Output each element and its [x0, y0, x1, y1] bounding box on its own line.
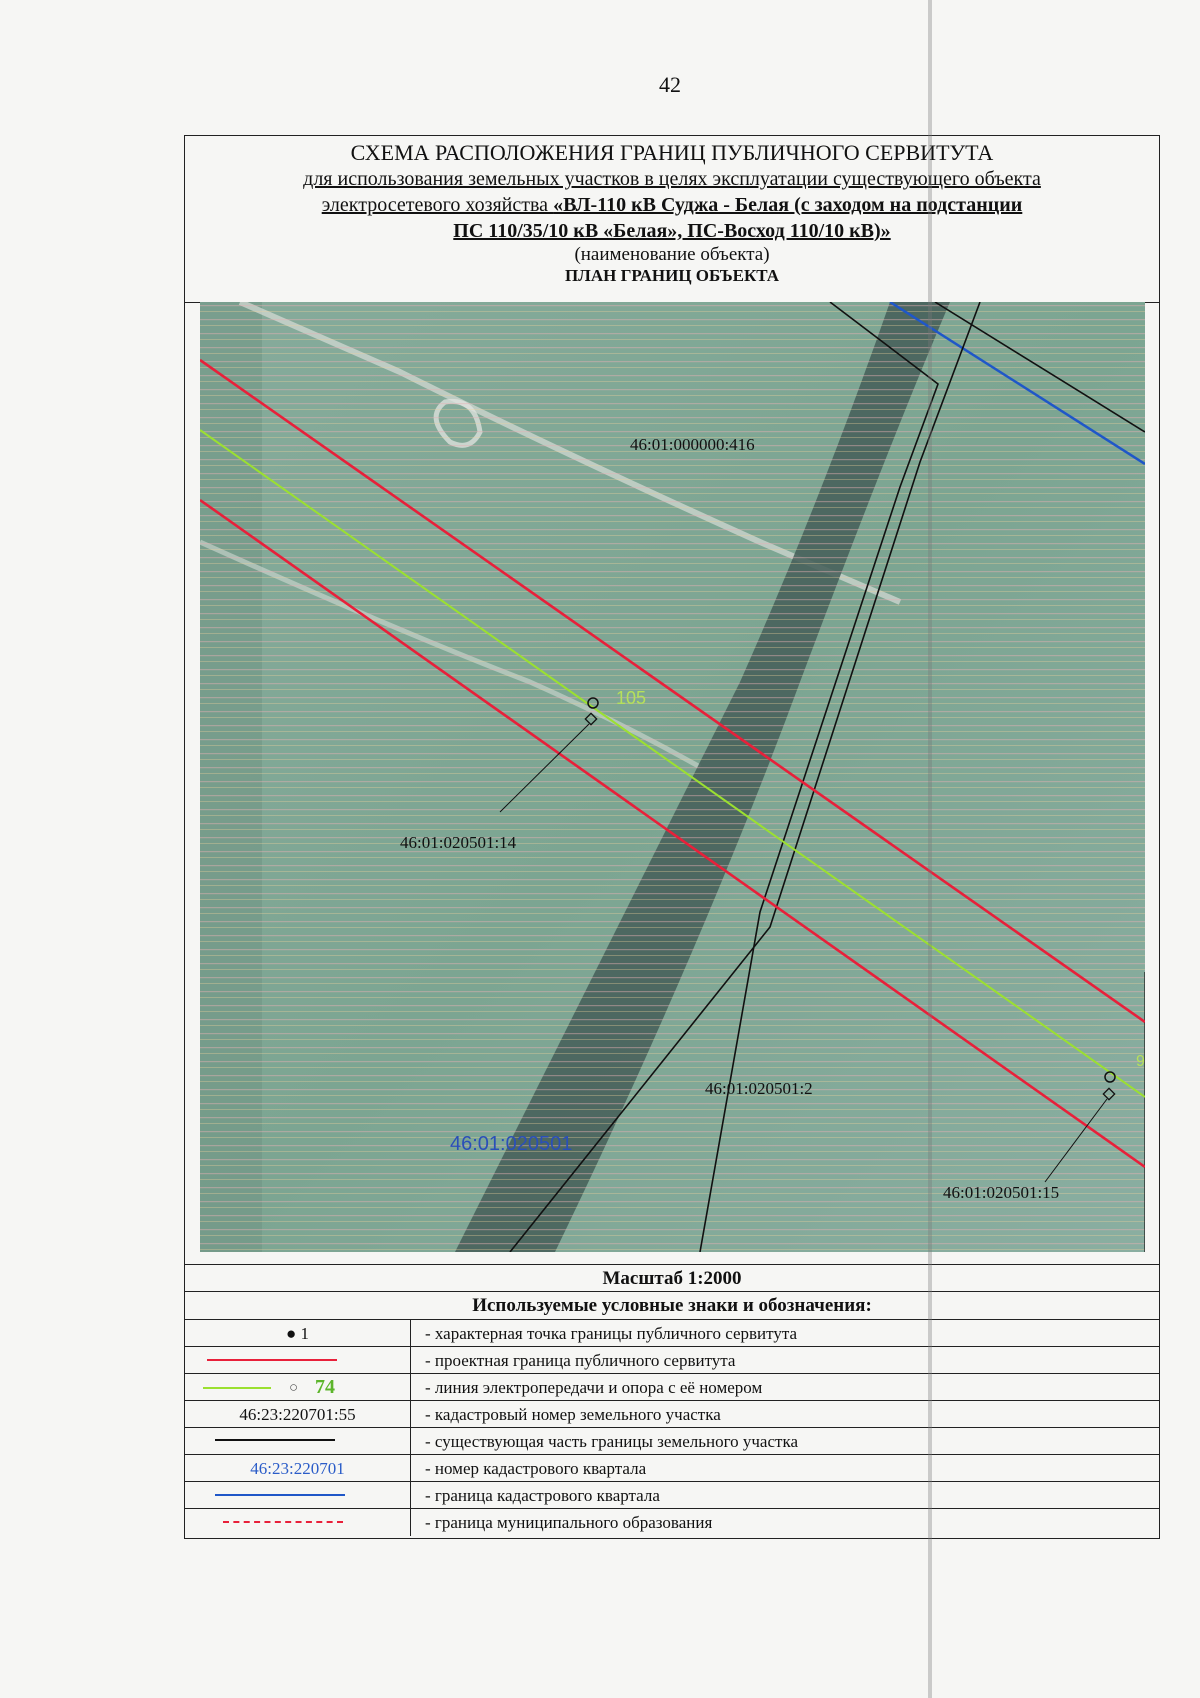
- parcel-label-2: 46:01:020501:2: [705, 1079, 813, 1098]
- legend-symbol-quarter-number: [185, 1455, 411, 1481]
- pole-label-105: 105: [616, 688, 647, 708]
- quarter-label: 46:01:020501: [450, 1133, 573, 1155]
- parcel-label-14: 46:01:020501:14: [400, 833, 517, 852]
- scheme-purpose-line-1: для использования земельных участков в целях эксплуатации существующего объекта: [303, 168, 1041, 190]
- object-name-part-1: «ВЛ-110 кВ Суджа - Белая (с заходом на подстанции: [553, 194, 1023, 216]
- scale-label: Масштаб 1:2000: [185, 1264, 1159, 1292]
- red-line-icon: [207, 1359, 337, 1361]
- blue-line-icon: [215, 1494, 345, 1496]
- legend-symbol-cadastral: [185, 1401, 411, 1427]
- page-number: 42: [659, 72, 681, 97]
- parcel-label-416: 46:01:000000:416: [630, 435, 755, 454]
- legend-desc: - номер кадастрового квартала: [425, 1459, 647, 1478]
- object-name-part-2: ПС 110/35/10 кВ «Белая», ПС-Восход 110/10 кВ)»: [453, 220, 891, 242]
- legend-row: [185, 1374, 1159, 1401]
- purpose-text: электросетевого хозяйства: [321, 194, 554, 216]
- scheme-frame: [184, 135, 1160, 1539]
- legend-row: [185, 1482, 1159, 1509]
- legend-desc: - граница муниципального образования: [425, 1513, 713, 1532]
- legend-row: [185, 1401, 1159, 1428]
- black-line-icon: [215, 1439, 335, 1441]
- legend-point-number: 1: [300, 1324, 310, 1343]
- legend-row: [185, 1320, 1159, 1347]
- legend-symbol-parcel-boundary: [185, 1428, 411, 1454]
- legend-row: [185, 1455, 1159, 1482]
- map-svg: [200, 302, 1145, 1252]
- legend-cadastral-example: 46:23:220701:55: [239, 1405, 356, 1424]
- legend-symbol-point: [185, 1320, 411, 1346]
- legend-row: [185, 1347, 1159, 1374]
- legend-desc: - граница кадастрового квартала: [425, 1486, 660, 1505]
- legend-desc: - кадастровый номер земельного участка: [425, 1405, 721, 1424]
- legend-title: Используемые условные знаки и обозначения:: [185, 1292, 1159, 1320]
- legend-table: [185, 1320, 1159, 1536]
- dot-icon: ●: [285, 1324, 297, 1343]
- legend-symbol-quarter-boundary: [185, 1482, 411, 1508]
- legend-desc: - существующая часть границы земельного участка: [425, 1432, 798, 1451]
- object-name-caption: (наименование объекта): [574, 244, 770, 265]
- legend-symbol-servitude: [185, 1347, 411, 1373]
- legend-pole-number: 74: [315, 1376, 335, 1398]
- scheme-title: СХЕМА РАСПОЛОЖЕНИЯ ГРАНИЦ ПУБЛИЧНОГО СЕРВИТУТА: [350, 140, 994, 165]
- pole-label-edge: 9: [1136, 1053, 1145, 1070]
- scan-sheet-edge: [928, 0, 932, 1698]
- legend-symbol-municipal-boundary: [185, 1509, 411, 1536]
- legend-desc: - проектная граница публичного сервитута: [425, 1351, 736, 1370]
- legend-row: [185, 1509, 1159, 1536]
- legend-quarter-example: 46:23:220701: [250, 1459, 345, 1478]
- dash-dot-line-icon: [223, 1521, 343, 1523]
- scheme-purpose-line-2: [185, 192, 1159, 218]
- green-line-icon: [203, 1387, 271, 1389]
- legend-desc: - линия электропередачи и опора с её номером: [425, 1378, 763, 1397]
- parcel-label-15: 46:01:020501:15: [943, 1183, 1060, 1202]
- plan-label: ПЛАН ГРАНИЦ ОБЪЕКТА: [564, 266, 780, 285]
- scheme-header: [185, 136, 1159, 303]
- legend-row: [185, 1428, 1159, 1455]
- legend-symbol-power-line: [185, 1374, 411, 1400]
- legend-desc: - характерная точка границы публичного сервитута: [425, 1324, 798, 1343]
- pole-icon: ○: [289, 1380, 299, 1396]
- map-area: [200, 302, 1145, 1252]
